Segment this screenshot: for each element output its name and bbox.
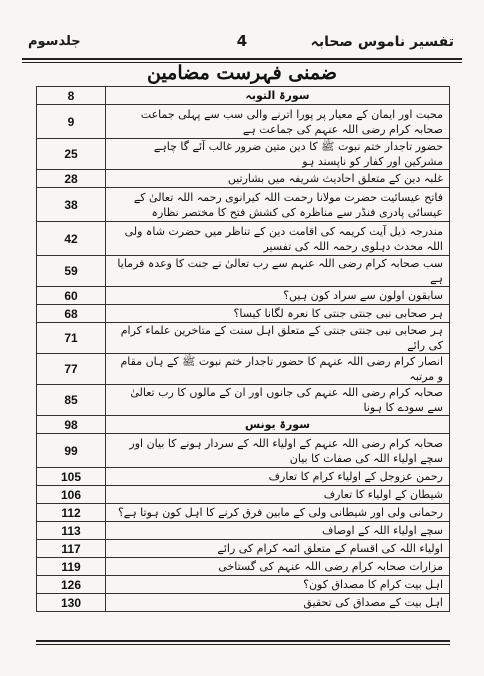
toc-row: [37, 576, 450, 594]
toc-page-number: 59: [37, 256, 106, 287]
toc-page-number: 85: [37, 385, 106, 416]
toc-page-number: 9: [37, 105, 106, 139]
toc-entry-title: شیطان کے اولیاء کا تعارف: [106, 486, 450, 504]
toc-title: ضمنی فہرست مضامین: [146, 62, 337, 84]
toc-entry-title: حضور تاجدار ختم نبوت ﷺ کا دین متین ضرور غالب آئے گا چاہے مشرکین اور کفار کو ناپسند ہو: [106, 139, 450, 170]
toc-section-heading: سورۃ التوبہ: [106, 87, 450, 105]
toc-row: [37, 139, 450, 170]
toc-entry-title: رحمانی ولی اور شیطانی ولی کے مابین فرق کرنے کا اہل کون ہوتا ہے؟: [106, 504, 450, 522]
toc-row: [37, 434, 450, 468]
toc-entry-title: غلبہ دین کے متعلق احادیث شریفہ میں بشارتیں: [106, 170, 450, 188]
toc-row: [37, 105, 450, 139]
toc-row: [37, 170, 450, 188]
toc-page-number: 119: [37, 558, 106, 576]
toc-entry-title: فاتح عیسائیت حضرت مولانا رحمت اللہ کیرانوی رحمہ اللہ تعالیٰ کے عیسائی پادری فنڈر سے مناظرہ کی کشش فتح کا مختصر نظارہ: [106, 188, 450, 222]
toc-page-number: 60: [37, 287, 106, 305]
toc-entry-title: محبت اور ایمان کے معیار پر پورا اترنے والی سب سے پہلی جماعت صحابہ کرام رضی اللہ عنہم کی جماعت ہے: [106, 105, 450, 139]
toc-page-number: 112: [37, 504, 106, 522]
toc-page-number: 117: [37, 540, 106, 558]
toc-entry-title: اہل بیت کرام کا مصداق کون؟: [106, 576, 450, 594]
toc-page-number: 113: [37, 522, 106, 540]
toc-entry-title: مندرجہ ذیل آیت کریمہ کی اقامت دین کے تناظر میں حضرت شاہ ولی اللہ محدث دہلوی رحمہ اللہ کی تفسیر: [106, 222, 450, 256]
toc-page-number: 38: [37, 188, 106, 222]
toc-row: [37, 486, 450, 504]
toc-section-heading: سورۃ یونس: [106, 416, 450, 434]
toc-row: [37, 558, 450, 576]
toc-entry-title: ہر صحابی نبی جنتی جنتی کا نعرہ لگانا کیسا؟: [106, 305, 450, 323]
toc-row: [37, 256, 450, 287]
toc-table: [36, 86, 450, 612]
running-header: [22, 30, 462, 56]
toc-page-number: 28: [37, 170, 106, 188]
toc-page-number: 25: [37, 139, 106, 170]
toc-row: [37, 323, 450, 354]
toc-row: [37, 385, 450, 416]
toc-page-number: 99: [37, 434, 106, 468]
toc-entry-title: سابقون اولون سے سراد کون ہیں؟: [106, 287, 450, 305]
book-title: تفسیر ناموس صحابہ: [310, 34, 454, 50]
toc-page-number: 98: [37, 416, 106, 434]
toc-page-number: 42: [37, 222, 106, 256]
toc-entry-title: مزارات صحابہ کرام رضی اللہ عنہم کی گستاخی: [106, 558, 450, 576]
toc-page-number: 106: [37, 486, 106, 504]
toc-entry-title: رحمن عزوجل کے اولیاء کرام کا تعارف: [106, 468, 450, 486]
toc-page-number: 130: [37, 594, 106, 612]
toc-page-number: 71: [37, 323, 106, 354]
toc-row: [37, 540, 450, 558]
toc-page-number: 126: [37, 576, 106, 594]
toc-page-number: 105: [37, 468, 106, 486]
toc-row: [37, 188, 450, 222]
toc-row: [37, 522, 450, 540]
page-number: 4: [236, 32, 248, 50]
toc-entry-title: انصار کرام رضی اللہ عنہم کا حضور تاجدار ختم نبوت ﷺ کے ہاں مقام و مرتبہ: [106, 354, 450, 385]
toc-entry-title: سچے اولیاء اللہ کے اوصاف: [106, 522, 450, 540]
toc-entry-title: سب صحابہ کرام رضی اللہ عنہم سے رب تعالیٰ نے جنت کا وعدہ فرمایا ہے: [106, 256, 450, 287]
footer-rule: [36, 640, 450, 642]
toc-row: [37, 416, 450, 434]
toc-row: [37, 504, 450, 522]
toc-entry-title: اولیاء اللہ کی اقسام کے متعلق ائمہ کرام کی رائے: [106, 540, 450, 558]
toc-row: [37, 305, 450, 323]
toc-row: [37, 354, 450, 385]
toc-row: [37, 87, 450, 105]
toc-page-number: 77: [37, 354, 106, 385]
toc-page-number: 68: [37, 305, 106, 323]
toc-page-number: 8: [37, 87, 106, 105]
toc-row: [37, 222, 450, 256]
toc-entry-title: ہر صحابی نبی جنتی جنتی کے متعلق اہل سنت کے متاخرین علماء کرام کی رائے: [106, 323, 450, 354]
toc-entry-title: اہل بیت کے مصداق کی تحقیق: [106, 594, 450, 612]
footer-rule-thin: [36, 644, 450, 645]
header-rule: [22, 58, 462, 60]
toc-row: [37, 594, 450, 612]
volume-label: جلدسوم: [28, 34, 81, 49]
toc-entry-title: صحابہ کرام رضی اللہ عنہم کی جانوں اور ان کے مالوں کا رب تعالیٰ سے سودے کا ہونا: [106, 385, 450, 416]
toc-row: [37, 287, 450, 305]
toc-entry-title: صحابہ کرام رضی اللہ عنہم کے اولیاء اللہ کے سردار ہونے کا بیان اور سچے اولیاء اللہ کی صفات کا بیان: [106, 434, 450, 468]
toc-row: [37, 468, 450, 486]
